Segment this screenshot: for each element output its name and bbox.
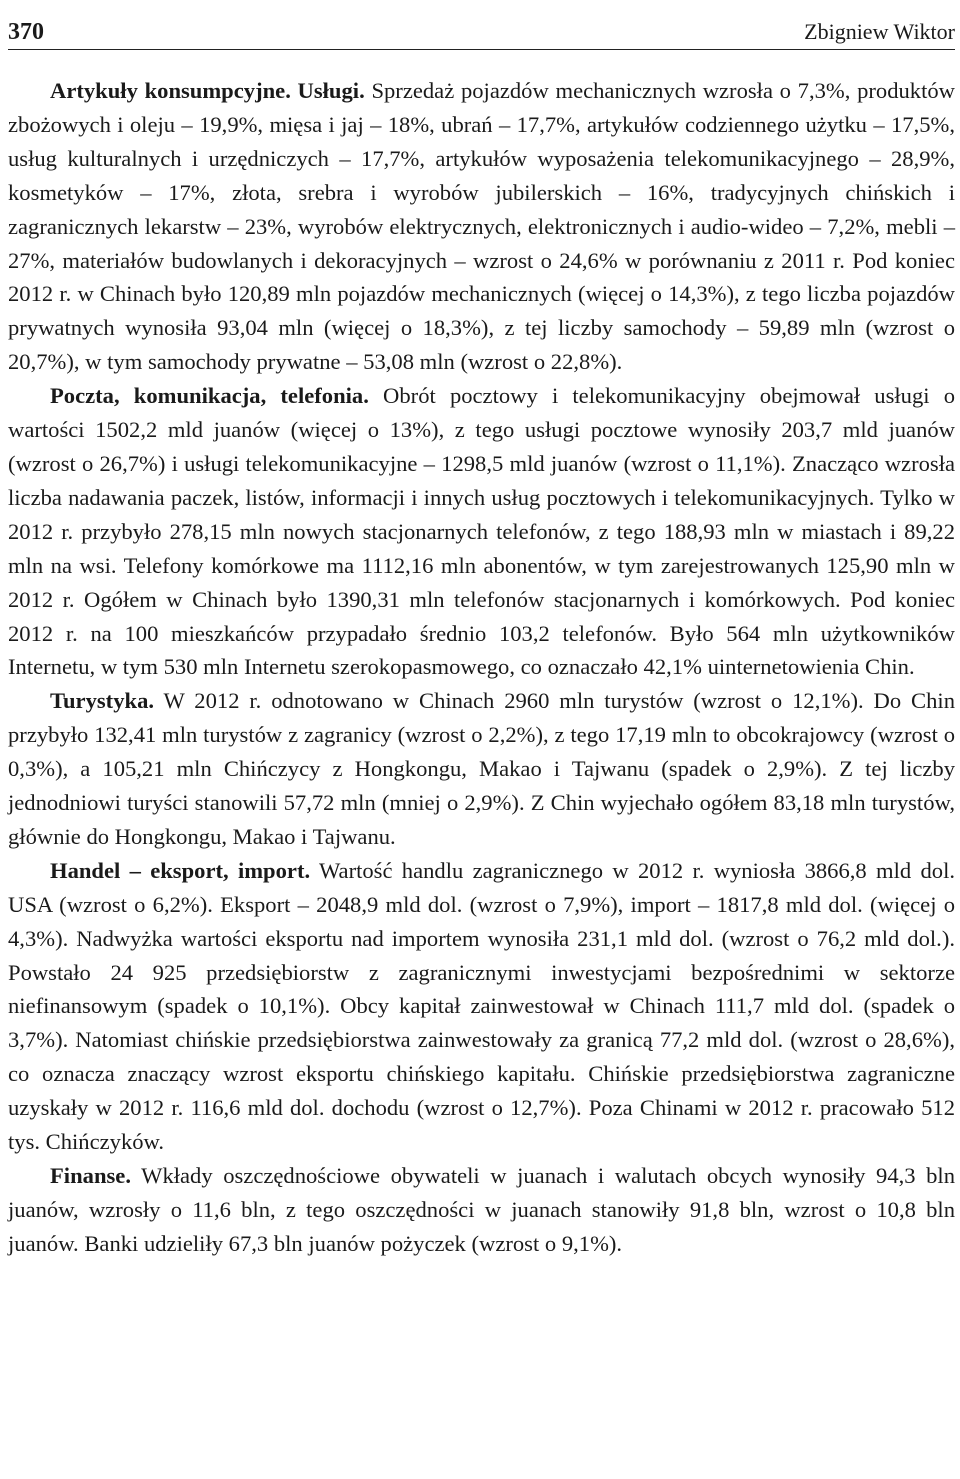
paragraph-finance bbox=[8, 1159, 955, 1261]
section-heading: Finanse. bbox=[50, 1163, 131, 1188]
section-heading: Turystyka. bbox=[50, 688, 155, 714]
paragraph-post-telephony bbox=[8, 379, 955, 684]
paragraph-consumer-goods bbox=[8, 74, 955, 379]
section-heading: Poczta, komunikacja, telefonia. bbox=[50, 383, 369, 409]
paragraph-text: W 2012 r. odnotowano w Chinach 2960 mln turystów (wzrost o 12,1%). Do Chin przybyło 132,41 mln turystów z zagranicy (wzrost o 2,2%), z tego 17,19 mln to obcokrajowcy (wzrost o 0,3%), a 105,21 mln Chińczycy z Hongkongu, Makao i Tajwanu (spadek o 2,9%). Z tej liczby jednodniowi turyści stanowili 57,72 mln (mniej o 2,9%). Z Chin wyjechało ogółem 83,18 mln turystów, głównie do Hongkongu, Makao i Tajwanu. bbox=[8, 688, 955, 849]
paragraph-text: Wkłady oszczędnościowe obywateli w juanach i walutach obcych wynosiły 94,3 bln juanów, wzrosły o 11,6 bln, z tego oszczędności w juanach stanowiły 91,8 bln, wzrost o 10,8 bln juanów. Banki udzieliły 67,3 bln juanów pożyczek (wzrost o 9,1%). bbox=[8, 1163, 955, 1256]
paragraph-text: Wartość handlu zagranicznego w 2012 r. wyniosła 3866,8 mld dol. USA (wzrost o 6,2%). Eksport – 2048,9 mld dol. (wzrost o 7,9%), import – 1817,8 mld dol. (więcej o 4,3%). Nadwyżka wartości eksportu nad importem wynosiła 231,1 mld dol. (wzrost o 76,2 mld dol.). Powstało 24 925 przedsiębiorstw z zagranicznymi inwestycjami bezpośrednimi w sektorze niefinansowym (spadek o 10,1%). Obcy kapitał zainwestował w Chinach 111,7 mld dol. (spadek o 3,7%). Natomiast chińskie przedsiębiorstwa zainwestowały za granicą 77,2 mld dol. (wzrost o 28,6%), co oznacza znaczący wzrost eksportu chińskiego kapitału. Chińskie przedsiębiorstwa zagraniczne uzyskały w 2012 r. 116,6 mld dol. dochodu (wzrost o 12,7%). Poza Chinami w 2012 r. pracowało 512 tys. Chińczyków. bbox=[8, 857, 955, 1155]
page-header bbox=[8, 0, 955, 50]
paragraph-tourism bbox=[8, 684, 955, 854]
paragraph-trade bbox=[8, 854, 955, 1159]
body-text bbox=[8, 74, 955, 1261]
paragraph-text: Sprzedaż pojazdów mechanicznych wzrosła o 7,3%, produktów zbożowych i oleju – 19,9%, mięsa i jaj – 18%, ubrań – 17,7%, artykułów codziennego użytku – 17,5%, usług kulturalnych i urzędniczych – 17,7%, artykułów wyposażenia telekomunikacyjnego – 28,9%, kosmetyków – 17%, złota, srebra i wyrobów jubilerskich – 16%, tradycyjnych chińskich i zagranicznych lekarstw – 23%, wyrobów elektrycznych, elektronicznych i audio-wideo – 7,2%, mebli – 27%, materiałów budowlanych i dekoracyjnych – wzrost o 24,6% w porównaniu z 2011 r. Pod koniec 2012 r. w Chinach było 120,89 mln pojazdów mechanicznych (więcej o 14,3%), z tego liczba pojazdów prywatnych wynosiła 93,04 mln (więcej o 18,3%), z tej liczby samochody – 59,89 mln (wzrost o 20,7%), w tym samochody prywatne – 53,08 mln (wzrost o 22,8%). bbox=[8, 78, 955, 375]
page-number: 370 bbox=[8, 19, 44, 45]
book-page bbox=[8, 0, 955, 1261]
section-heading: Handel – eksport, import. bbox=[50, 857, 311, 883]
section-heading: Artykuły konsumpcyjne. Usługi. bbox=[50, 78, 365, 103]
paragraph-text: Obrót pocztowy i telekomunikacyjny obejmował usługi o wartości 1502,2 mld juanów (więcej o 13%), z tego usługi pocztowe wynosiły 203,7 mld juanów (wzrost o 26,7%) i usługi telekomunikacyjne – 1298,5 mld juanów (wzrost o 11,1%). Znacząco wzrosła liczba nadawania paczek, listów, informacji i innych usług pocztowych i telekomunikacyjnych. Tylko w 2012 r. przybyło 278,15 mln nowych stacjonarnych telefonów, z tego 188,93 mln w miastach i 89,22 mln na wsi. Telefony komórkowe ma 1112,16 mln abonentów, w tym zarejestrowanych 125,90 mln w 2012 r. Ogółem w Chinach było 1390,31 mln telefonów stacjonarnych i komórkowych. Pod koniec 2012 r. na 100 mieszkańców przypadało średnio 103,2 telefonów. Było 564 mln użytkowników Internetu, w tym 530 mln Internetu szerokopasmowego, co oznaczało 42,1% uinternetowienia Chin. bbox=[8, 383, 955, 680]
running-head-author: Zbigniew Wiktor bbox=[804, 19, 955, 44]
